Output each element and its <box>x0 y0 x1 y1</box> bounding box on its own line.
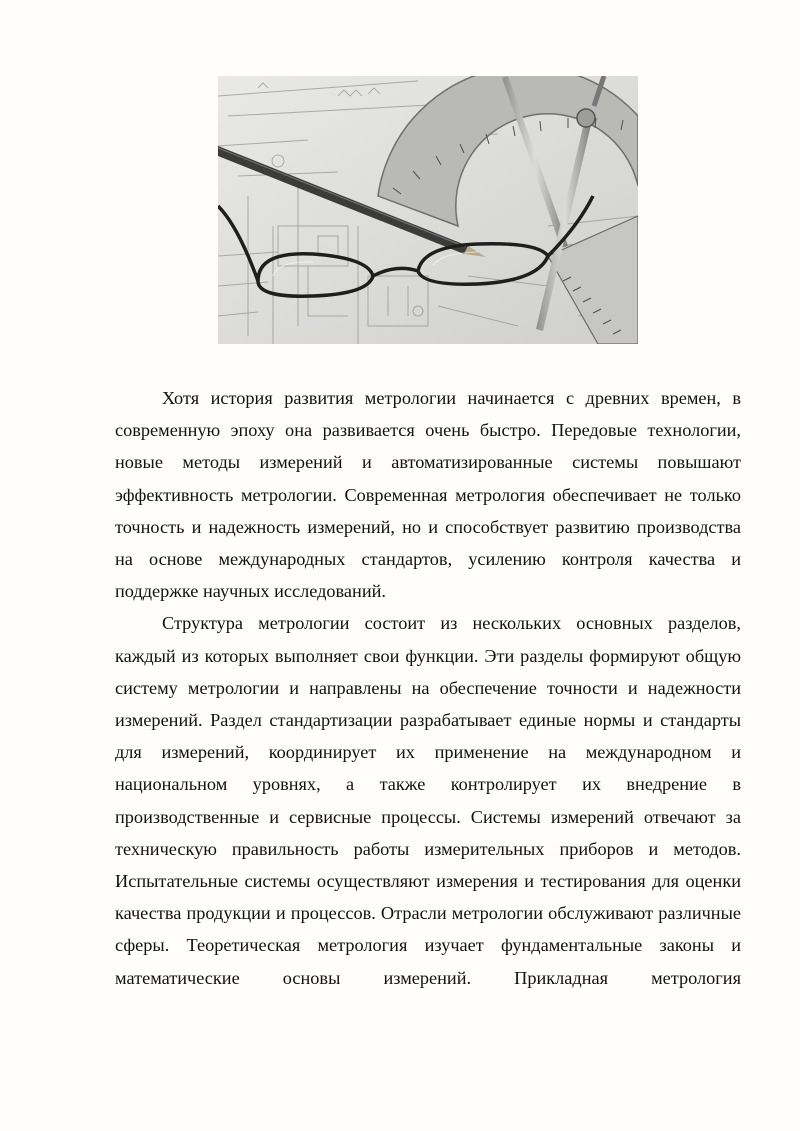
paragraph-1: Хотя история развития метрологии начинается с древних времен, в современную эпоху она развивается очень быстро. Передовые технологии, новые методы измерений и автоматизированные системы повышают эффективность метрологии. Современная метрология обеспечивает не только точность и надежность измерений, но и способствует развитию производства на основе международных стандартов, усилению контроля качества и поддержке научных исследований. <box>115 388 741 602</box>
paragraph-2: Структура метрологии состоит из нескольких основных разделов, каждый из которых выполняет свои функции. Эти разделы формируют общую систему метрологии и направлены на обеспечение точности и надежности измерений. Раздел стандартизации разрабатывает единые нормы и стандарты для измерений, координирует их применение на международном и национальном уровнях, а также контролирует их внедрение в производственные и сервисные процессы. Системы измерений отвечают за техническую правильность работы измерительных приборов и методов. Испытательные системы осуществляют измерения и тестирования для оценки качества продукции и процессов. Отрасли метрологии обслуживают различные сферы. Теоретическая метрология изучает фундаментальные законы и математические основы измерений. Прикладная метрология <box>115 613 741 988</box>
body-text <box>115 382 741 994</box>
drafting-tools-photo <box>218 76 638 344</box>
drafting-tools-illustration <box>218 76 638 344</box>
